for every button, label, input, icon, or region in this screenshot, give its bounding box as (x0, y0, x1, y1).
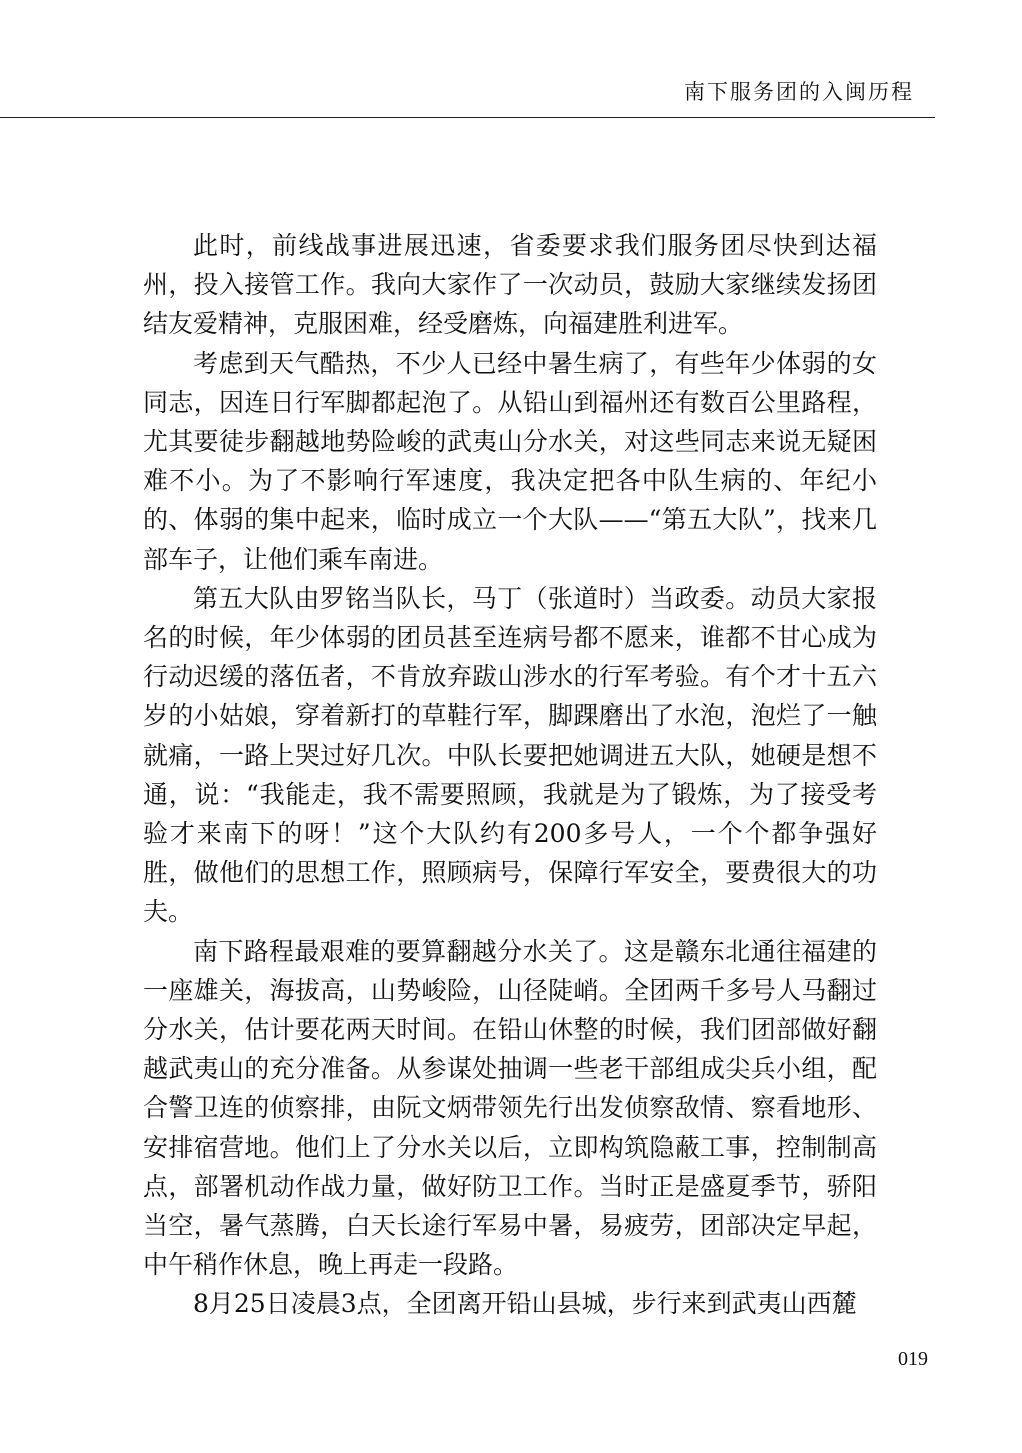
paragraph-1: 此时，前线战事进展迅速，省委要求我们服务团尽快到达福州，投入接管工作。我向大家作了一次动员，鼓励大家继续发扬团结友爱精神，克服困难，经受磨炼，向福建胜利进军。 (143, 231, 877, 339)
page-number: 019 (898, 1348, 928, 1370)
running-header: 南下服务团的入闽历程 (684, 80, 914, 104)
body-text (143, 226, 877, 1324)
paragraph-3: 第五大队由罗铭当队长，马丁（张道时）当政委。动员大家报名的时候，年少体弱的团员甚至连病号都不愿来，谁都不甘心成为行动迟缓的落伍者，不肯放弃跋山涉水的行军考验。有个才十五六岁的小姑娘，穿着新打的草鞋行军，脚踝磨出了水泡，泡烂了一触就痛，一路上哭过好几次。中队长要把她调进五大队，她硬是想不通，说：“我能走，我不需要照顾，我就是为了锻炼，为了接受考验才来南下的呀！”这个大队约有200多号人，一个个都争强好胜，做他们的思想工作，照顾病号，保障行军安全，要费很大的功夫。 (143, 583, 877, 927)
paragraph-2: 考虑到天气酷热，不少人已经中暑生病了，有些年少体弱的女同志，因连日行军脚都起泡了。从铅山到福州还有数百公里路程，尤其要徒步翻越地势险峻的武夷山分水关，对这些同志来说无疑困难不小。为了不影响行军速度，我决定把各中队生病的、年纪小的、体弱的集中起来，临时成立一个大队——“第五大队”，找来几部车子，让他们乘车南进。 (143, 348, 877, 574)
paragraph-4: 南下路程最艰难的要算翻越分水关了。这是赣东北通往福建的一座雄关，海拔高，山势峻险，山径陡峭。全团两千多号人马翻过分水关，估计要花两天时间。在铅山休整的时候，我们团部做好翻越武夷山的充分准备。从参谋处抽调一些老干部组成尖兵小组，配合警卫连的侦察排，由阮文炳带领先行出发侦察敌情、察看地形、安排宿营地。他们上了分水关以后，立即构筑隐蔽工事，控制制高点，部署机动作战力量，做好防卫工作。当时正是盛夏季节，骄阳当空，暑气蒸腾，白天长途行军易中暑，易疲劳，团部决定早起，中午稍作休息，晚上再走一段路。 (143, 936, 877, 1280)
header-rule (0, 117, 935, 118)
paragraph-5: 8月25日凌晨3点，全团离开铅山县城，步行来到武夷山西麓 (193, 1289, 857, 1319)
